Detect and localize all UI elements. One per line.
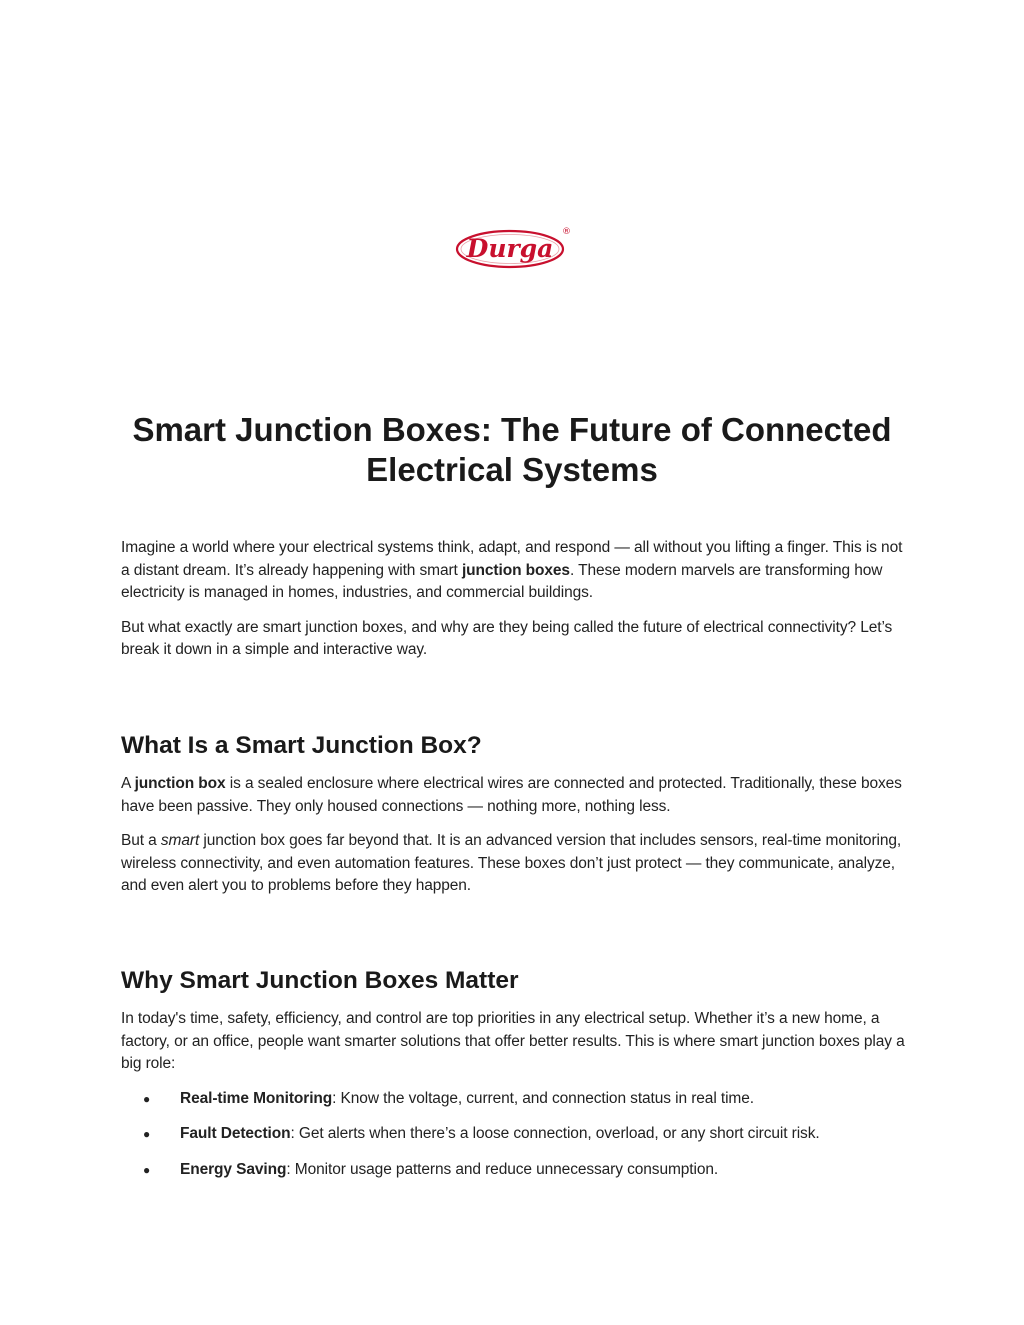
- bullet-icon: ●: [143, 1162, 151, 1177]
- what-paragraph-2: [121, 830, 911, 898]
- why-section: [121, 966, 911, 1194]
- intro-section: [121, 537, 911, 662]
- list-item: [121, 1123, 911, 1146]
- bullet-icon: ●: [143, 1127, 151, 1141]
- section-heading-why: Why Smart Junction Boxes Matter: [121, 967, 519, 994]
- bullet-text: : Monitor usage patterns and reduce unnecessary consumption.: [286, 1160, 719, 1178]
- registered-mark: ®: [562, 227, 571, 237]
- list-item: [121, 1159, 911, 1182]
- bullet-text: : Know the voltage, current, and connection status in real time.: [332, 1089, 754, 1107]
- title-line-2: Electrical Systems: [366, 451, 658, 488]
- what-section: [121, 731, 911, 898]
- title-line-1: Smart Junction Boxes: The Future of Connected: [132, 411, 892, 448]
- bullet-term: Energy Saving: [180, 1160, 287, 1178]
- bold-term: junction boxes: [461, 561, 570, 579]
- durga-logo: [454, 224, 570, 272]
- logo-wordmark: Durga: [466, 234, 554, 263]
- list-item: [121, 1088, 911, 1111]
- bullet-text: : Get alerts when there’s a loose connection, overload, or any short circuit risk.: [290, 1125, 820, 1142]
- what-paragraph-1: [121, 773, 911, 818]
- italic-term: smart: [160, 832, 200, 849]
- text-run: Imagine a world where your electrical systems think, adapt, and respond — all without you lifting a finger. This is not a distant dream. It’s already happening with smart: [121, 539, 903, 579]
- bullet-icon: ●: [143, 1091, 151, 1106]
- benefits-list: [121, 1088, 911, 1182]
- bold-term: junction box: [134, 775, 226, 792]
- bullet-term: Real-time Monitoring: [180, 1089, 333, 1107]
- text-run: junction box goes far beyond that. It is an advanced version that includes sensors, real-time monitoring, wireless connectivity, and even automation features. These boxes don’t just protect — they communicate, analyze, and even alert you to problems before they happen.: [121, 832, 902, 894]
- section-heading-what: What Is a Smart Junction Box?: [121, 732, 482, 759]
- page-title: [100, 410, 924, 490]
- intro-paragraph-2: But what exactly are smart junction boxes, and why are they being called the future of electrical connectivity? Let’s break it down in a simple and interactive way.: [121, 618, 893, 658]
- text-run: is a sealed enclosure where electrical wires are connected and protected. Traditionally, these boxes have been passive. They only housed connections — nothing more, nothing less.: [121, 775, 902, 815]
- text-run: . These modern marvels are transforming how electricity is managed in homes, industries, and commercial buildings.: [121, 561, 883, 601]
- durga-logo-icon: [454, 224, 570, 272]
- text-run: But a: [121, 832, 161, 849]
- text-run: A: [121, 775, 135, 792]
- why-paragraph-1: In today's time, safety, efficiency, and control are top priorities in any electrical setup. Whether it’s a new home, a factory, or an office, people want smarter solutions that offer better results. This is where smart junction boxes play a big role:: [121, 1010, 905, 1072]
- intro-paragraph-1: [121, 537, 911, 605]
- bullet-term: Fault Detection: [180, 1125, 291, 1142]
